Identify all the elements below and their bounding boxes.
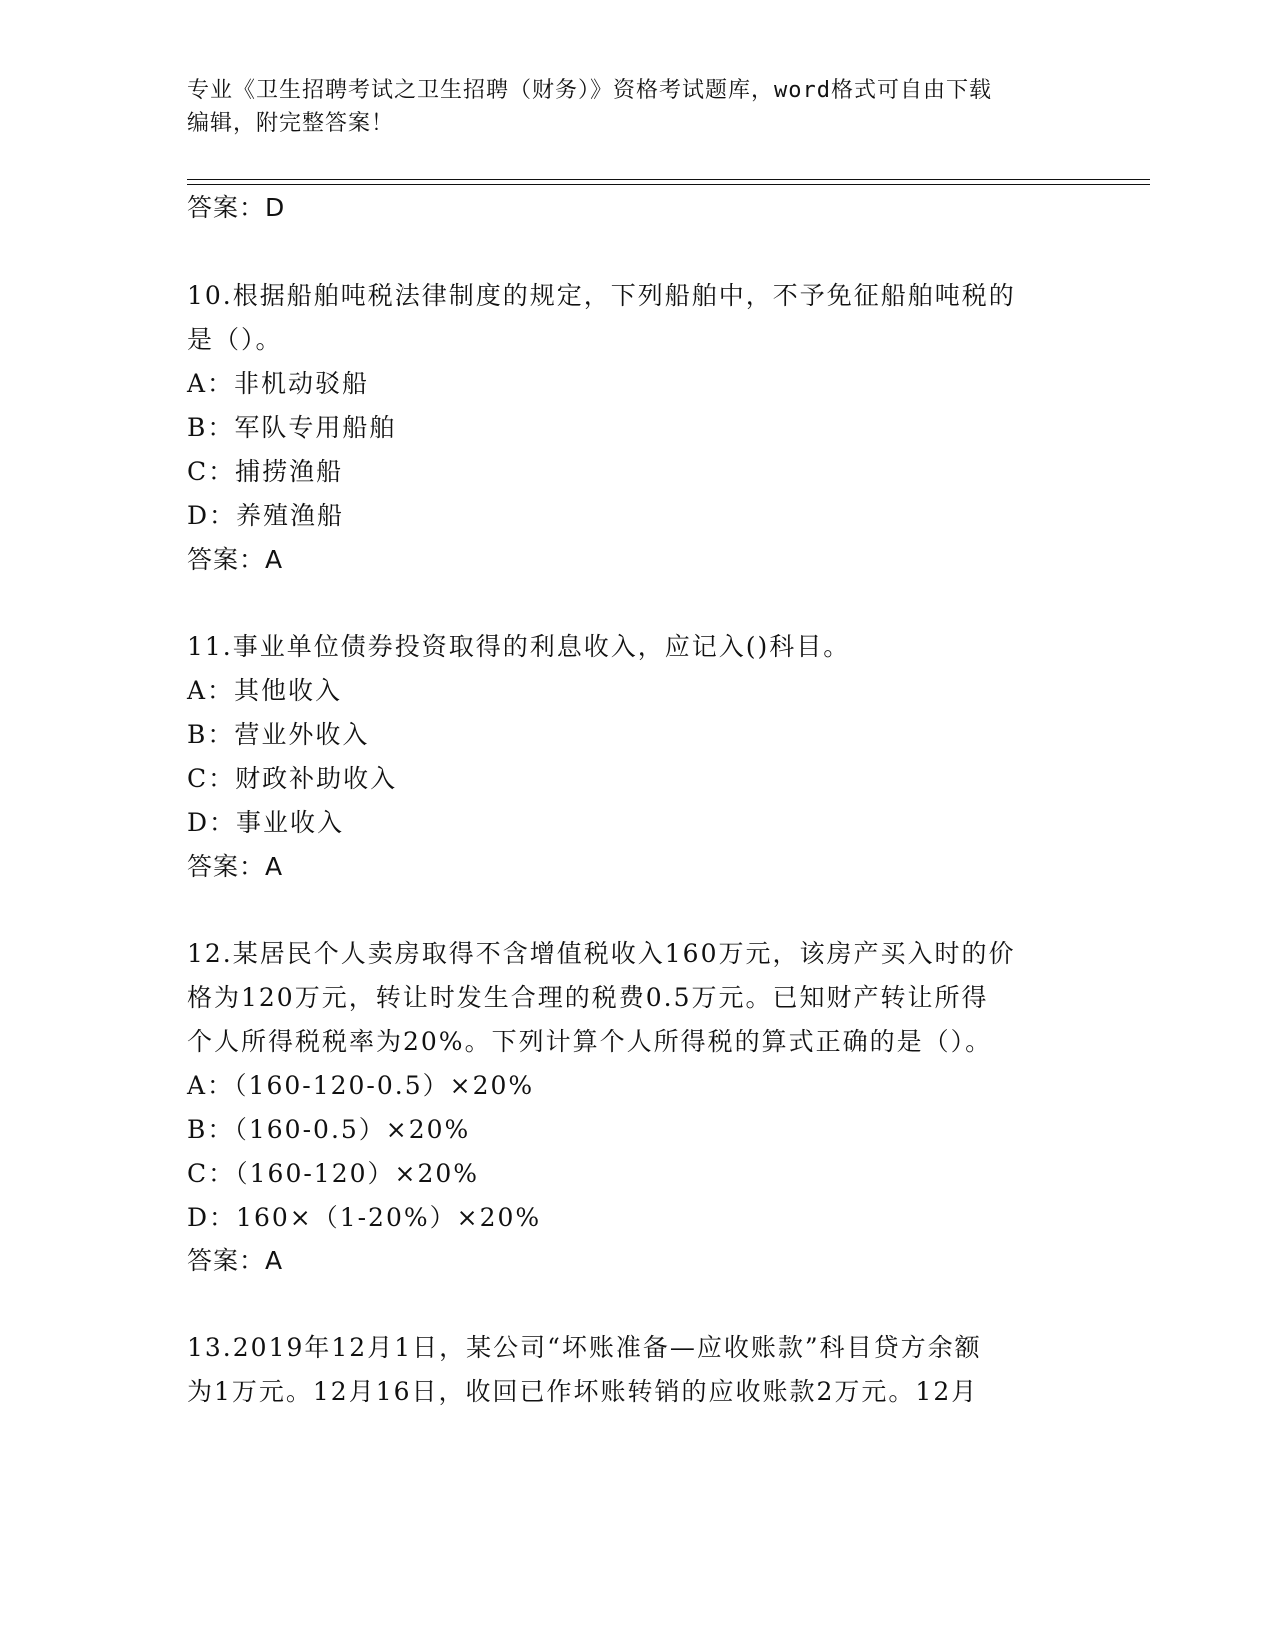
q10-stem-line-1: 10.根据船舶吨税法律制度的规定，下列船舶中，不予免征船舶吨税的 [187,281,1016,310]
q10-option-a: A：非机动驳船 [187,369,370,398]
header-divider-bottom [187,184,1150,185]
q11-option-d: D：事业收入 [187,808,345,837]
q12-option-c: C：（160-120）×20% [187,1159,480,1188]
q12-stem-line-3: 个人所得税税率为20%。下列计算个人所得税的算式正确的是（）。 [187,1027,993,1056]
answer-q9: 答案：D [187,193,286,222]
q10-option-b: B：军队专用船舶 [187,413,397,442]
header-line-2: 编辑，附完整答案！ [187,111,395,136]
q12-option-d: D：160×（1-20%）×20% [187,1203,542,1232]
q11-option-a: A：其他收入 [187,676,343,705]
q11-option-c: C：财政补助收入 [187,764,398,793]
q10-option-d: D：养殖渔船 [187,501,345,530]
q13-stem-line-2: 为1万元。12月16日，收回已作坏账转销的应收账款2万元。12月 [187,1377,979,1406]
q10-option-c: C：捕捞渔船 [187,457,344,486]
q10-answer: 答案：A [187,545,284,574]
header-divider-top [187,179,1150,180]
q10-stem-line-2: 是（）。 [187,325,283,354]
q12-stem-line-2: 格为120万元，转让时发生合理的税费0.5万元。已知财产转让所得 [187,983,989,1012]
q12-option-a: A：（160-120-0.5）×20% [187,1071,535,1100]
q11-answer: 答案：A [187,852,284,881]
document-header [187,74,1067,140]
q12-option-b: B：（160-0.5）×20% [187,1115,471,1144]
q13-stem-line-1: 13.2019年12月1日，某公司“坏账准备—应收账款”科目贷方余额 [187,1333,982,1362]
q12-stem-line-1: 12.某居民个人卖房取得不含增值税收入160万元，该房产买入时的价 [187,939,1016,968]
header-line-1: 专业《卫生招聘考试之卫生招聘（财务）》资格考试题库，word格式可自由下载 [187,78,992,103]
q11-option-b: B：营业外收入 [187,720,370,749]
q11-stem-line-1: 11.事业单位债券投资取得的利息收入，应记入()科目。 [187,632,851,661]
q12-answer: 答案：A [187,1246,284,1275]
